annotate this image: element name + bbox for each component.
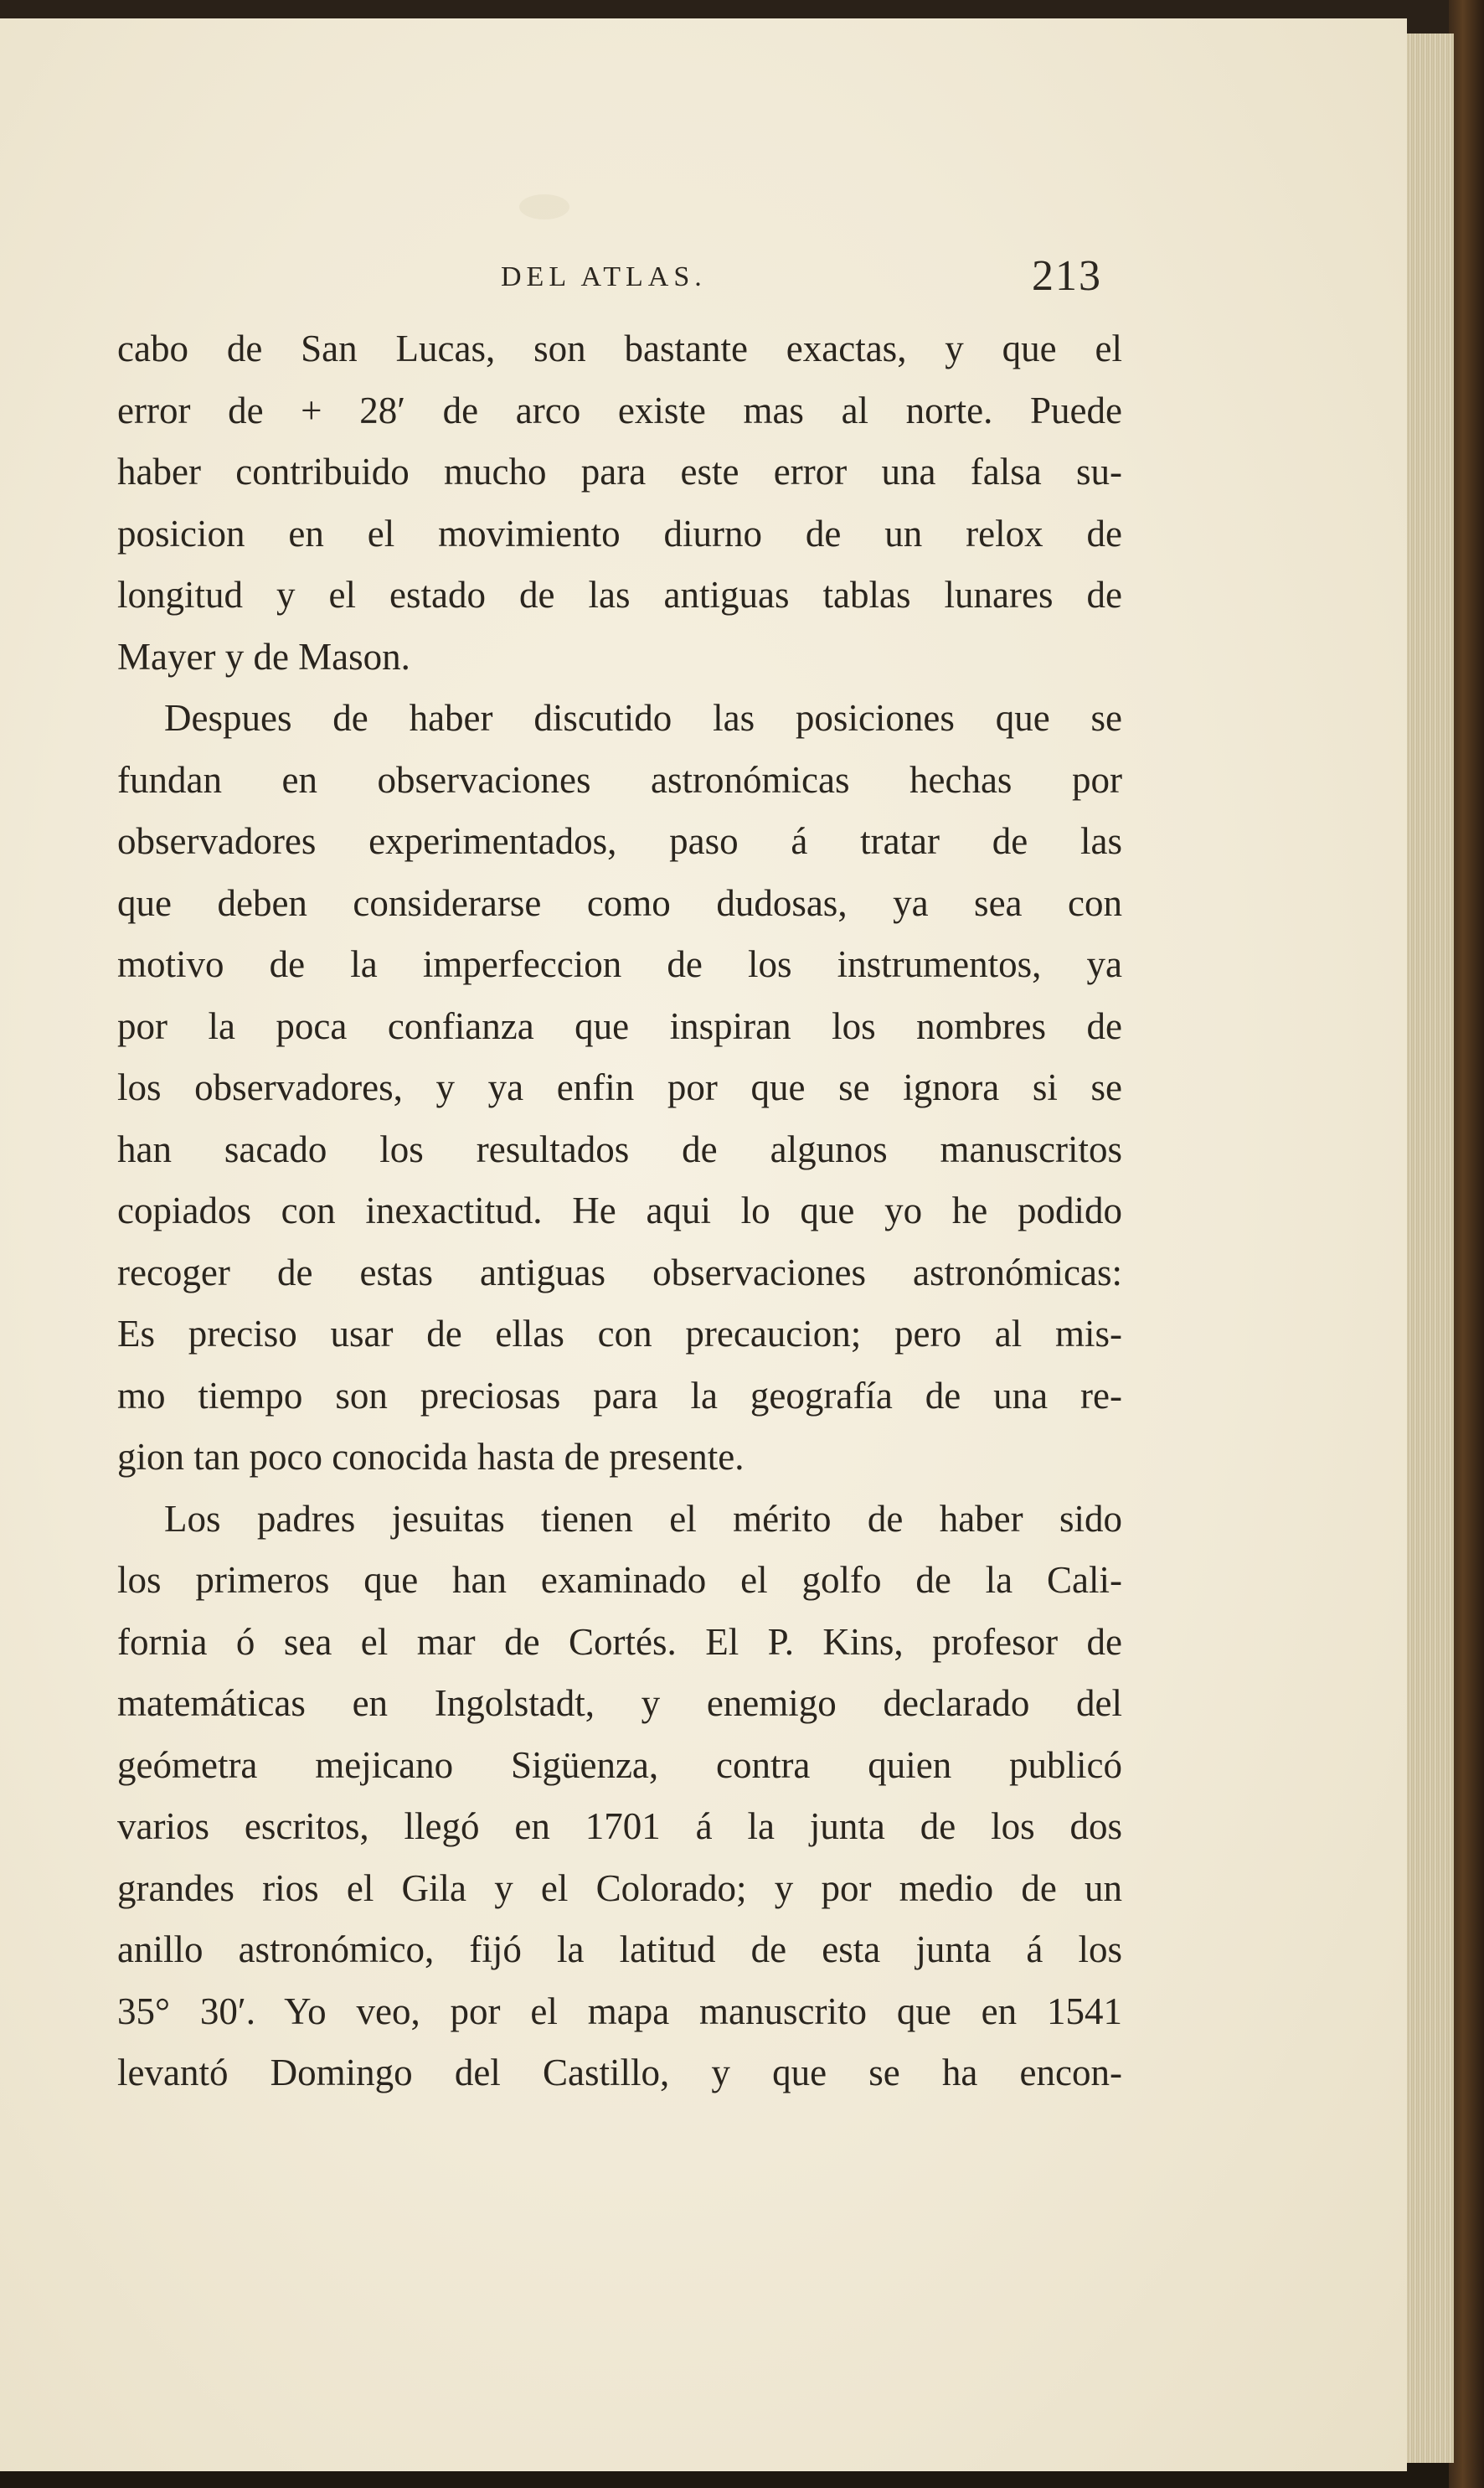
running-title: DEL ATLAS. xyxy=(501,261,707,292)
text-line: matemáticas en Ingolstadt, y enemigo declarado del xyxy=(117,1682,1122,1724)
page-header xyxy=(117,251,1122,310)
text-line: han sacado los resultados de algunos manuscritos xyxy=(117,1128,1122,1170)
page-number: 213 xyxy=(1032,252,1102,300)
text-line: Despues de haber discutido las posiciones que se xyxy=(164,697,1122,739)
text-line: Es preciso usar de ellas con precaucion; pero al mis- xyxy=(117,1313,1122,1355)
text-line: recoger de estas antiguas observaciones astronómicas: xyxy=(117,1251,1122,1293)
text-line: motivo de la imperfeccion de los instrumentos, ya xyxy=(117,943,1122,985)
text-line: haber contribuido mucho para este error una falsa su- xyxy=(117,451,1122,493)
text-line: los primeros que han examinado el golfo de la Cali- xyxy=(117,1559,1122,1601)
paragraph-3 xyxy=(117,1489,1122,2104)
text-line: mo tiempo son preciosas para la geografía de una re- xyxy=(117,1374,1122,1417)
text-line: copiados con inexactitud. He aqui lo que yo he podido xyxy=(117,1190,1122,1231)
text-line: Mayer y de Mason. xyxy=(117,635,410,678)
book-cover-edge xyxy=(1449,0,1484,2488)
text-line: geómetra mejicano Sigüenza, contra quien publicó xyxy=(117,1743,1122,1786)
text-line: grandes rios el Gila y el Colorado; y por medio de un xyxy=(117,1866,1122,1909)
text-line: fornia ó sea el mar de Cortés. El P. Kins, profesor de xyxy=(117,1620,1122,1663)
text-line: posicion en el movimiento diurno de un relox de xyxy=(117,512,1122,555)
text-line: error de + 28′ de arco existe mas al norte. Puede xyxy=(117,389,1122,431)
text-line: varios escritos, llegó en 1701 á la junta de los dos xyxy=(117,1805,1122,1847)
text-line: 35° 30′. Yo veo, por el mapa manuscrito que en 1541 xyxy=(117,1990,1122,2032)
paragraph-1 xyxy=(117,318,1122,688)
text-line: Los padres jesuitas tienen el mérito de haber sido xyxy=(164,1497,1122,1540)
paragraph-2 xyxy=(117,688,1122,1489)
body-text xyxy=(117,318,1122,2104)
text-line: gion tan poco conocida hasta de presente. xyxy=(117,1436,745,1478)
text-line: que deben considerarse como dudosas, ya sea con xyxy=(117,881,1122,924)
text-line: anillo astronómico, fijó la latitud de esta junta á los xyxy=(117,1928,1122,1970)
paper-spot xyxy=(519,194,569,219)
text-line: observadores experimentados, paso á tratar de las xyxy=(117,820,1122,862)
text-line: longitud y el estado de las antiguas tablas lunares de xyxy=(117,574,1122,616)
text-line: fundan en observaciones astronómicas hechas por xyxy=(117,758,1122,801)
text-line: levantó Domingo del Castillo, y que se ha encon- xyxy=(117,2052,1122,2093)
text-line: los observadores, y ya enfin por que se ignora si se xyxy=(117,1066,1122,1108)
text-line: por la poca confianza que inspiran los nombres de xyxy=(117,1004,1122,1047)
text-line: cabo de San Lucas, son bastante exactas, y que el xyxy=(117,328,1122,369)
